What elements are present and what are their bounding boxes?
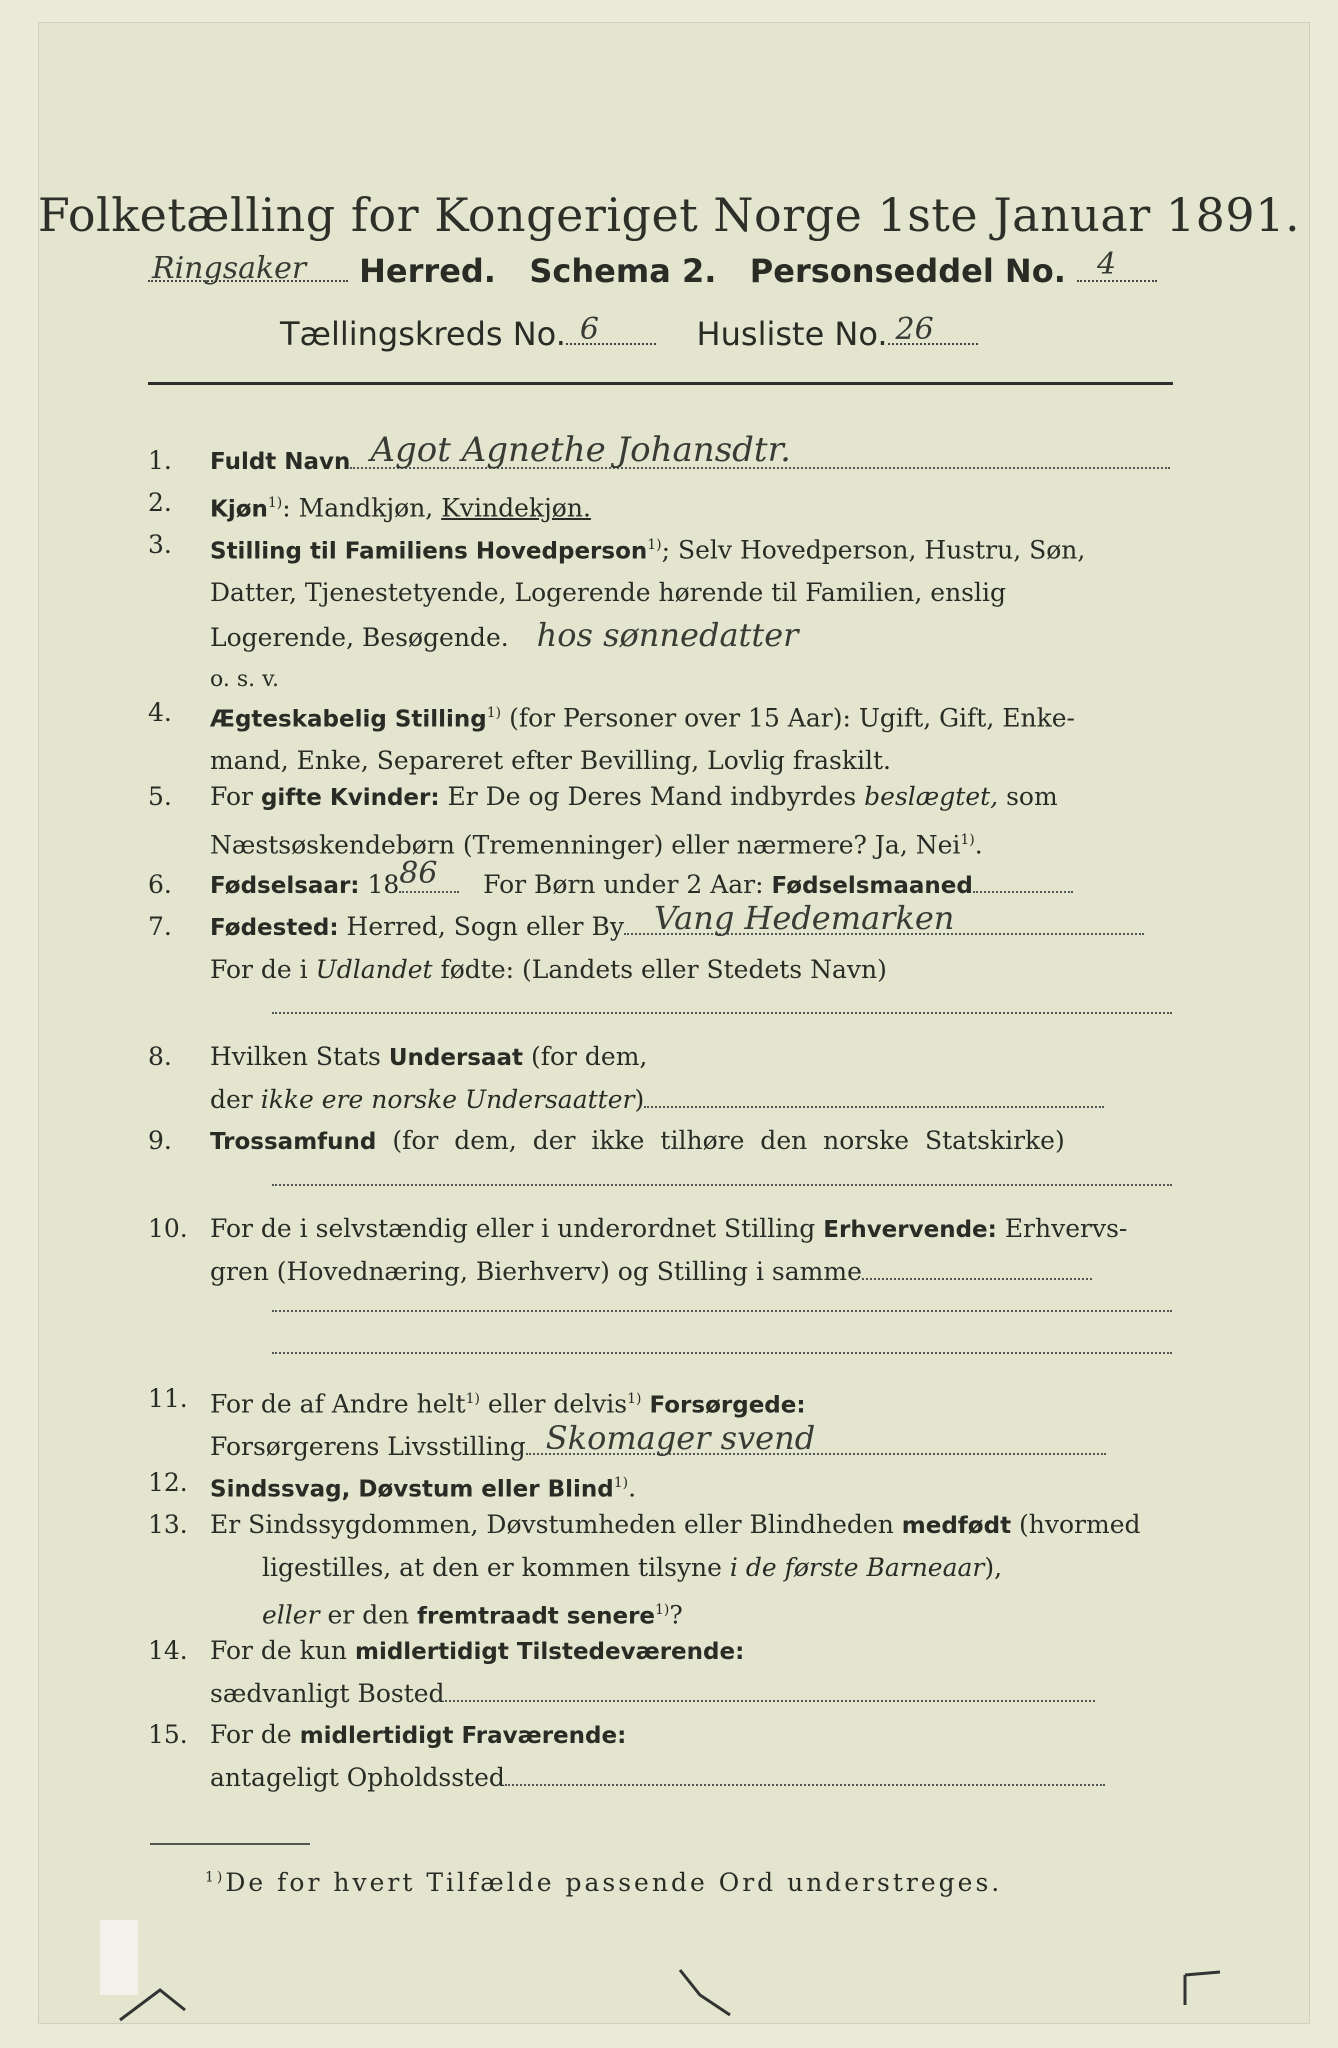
page-edge-marks [100,1920,1250,2030]
question-13: 13. Er Sindssygdommen, Døvstumheden eller Blindheden medfødt (hvormed ligestilles, at den er kommen tilsyne i de første Barneaar), eller er den fremtraadt senere$^{1)}$? [148,1510,1141,1630]
question-15: 15. For de midlertidigt Fraværende: antageligt Opholdssted [148,1714,1173,1798]
personseddel-label: Personseddel No. [749,252,1066,290]
question-3: 3. Stilling til Familiens Hovedperson$^{1)}$; Selv Hovedperson, Hustru, Søn, Datter, Tjenestetyende, Logerende hørende til Familien, enslig Logerende, Besøgende. hos sønnedatter o. s. v. [148,530,1086,693]
question-1: 1. Fuldt Navn Agot Agnethe Johansdtr. [148,440,1173,484]
footnote-divider [150,1843,310,1845]
herred-label: Herred. [359,252,496,290]
question-10: 10. For de i selvstændig eller i underordnet Stilling Erhvervende: Erhvervs- gren (Hovednæring, Bierhverv) og Stilling i samme [148,1214,1128,1286]
husliste-value: 26 [895,312,934,347]
kreds-label: Tællingskreds No. [280,315,566,353]
pencil-stroke-center [680,1970,730,2015]
herred-row [148,247,1178,290]
q2-underlined-choice: Kvindekjøn. [441,493,591,523]
herred-value: Ringsaker [152,251,307,286]
q7-value: Vang Hedemarken [653,899,955,937]
q10-extra-line-2 [272,1352,1172,1354]
kreds-value: 6 [579,312,599,347]
header-divider [148,382,1173,385]
q10-extra-line-1 [272,1310,1172,1312]
question-11: 11. For de af Andre helt$^{1)}$ eller delvis$^{1)}$ Forsørgede: Forsørgerens Livsstilling Skomager svend [148,1378,1173,1462]
q7-extra-line [272,1012,1172,1014]
q11-value: Skomager svend [545,1419,816,1458]
question-5: 5. For gifte Kvinder: Er De og Deres Mand indbyrdes beslægtet, som Næstsøskendebørn (Tremenninger) eller nærmere? Ja, Nei$^{1)}$. [148,782,1058,860]
question-7: 7. Fødested: Herred, Sogn eller By Vang Hedemarken For de i Udlandet fødte: (Landets eller Stedets Navn) [148,906,1173,990]
pencil-stroke-right [1185,1972,1220,2005]
question-8: 8. Hvilken Stats Undersaat (for dem, der ikke ere norske Undersaatter) [148,1036,1173,1120]
husliste-label: Husliste No. [696,315,888,353]
footnote: $^{1)}$De for hvert Tilfælde passende Ord understreges. [205,1868,1003,1897]
q9-extra-line [272,1184,1172,1186]
q1-value: Agot Agnethe Johansdtr. [370,430,791,470]
form-title: Folketælling for Kongeriget Norge 1ste Januar 1891. [37,188,1301,242]
kreds-row [280,312,1310,353]
question-14: 14. For de kun midlertidigt Tilstedeværende: sædvanligt Bosted [148,1630,1173,1714]
q6-value: 86 [399,856,438,891]
paper-tear-mark [100,1920,138,1995]
schema-label: Schema 2. [529,252,717,290]
q1-label: Fuldt Navn [210,449,351,475]
question-4: 4. Ægteskabelig Stilling$^{1)}$ (for Personer over 15 Aar): Ugift, Gift, Enke- mand, Enke, Separeret efter Bevilling, Lovlig fraskilt. [148,698,1075,776]
q3-value: hos sønnedatter [536,616,799,655]
personseddel-value: 4 [1096,247,1117,282]
